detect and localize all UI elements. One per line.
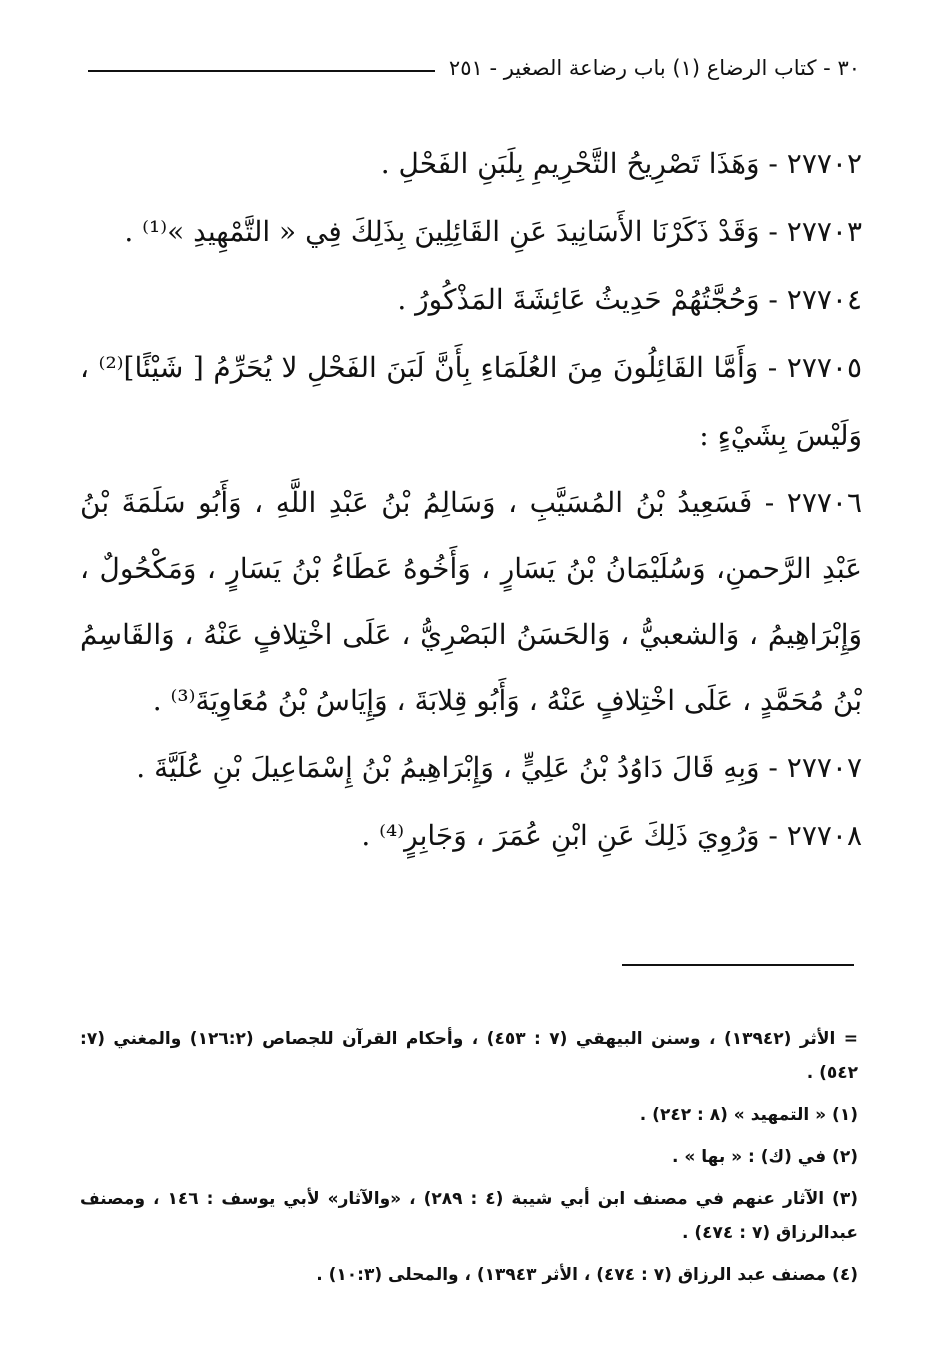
footnote-4: (٤) مصنف عبد الرزاق (٧ : ٤٧٤) ، الأثر ١٣٩٤٣) ، والمحلى (١٠:٣) .	[316, 1265, 858, 1285]
paragraph-27707: ٢٧٧٠٧ - وَبِهِ قَالَ دَاوُدُ بْنُ عَلِيٍّ ، وَإِبْرَاهِيمُ بْنُ إِسْمَاعِيلَ بْنِ عُلَيَّةَ .	[136, 751, 862, 784]
paragraph-27703: ٢٧٧٠٣ - وَقَدْ ذَكَرْنَا الأَسَانِيدَ عَنِ القَائِلِينَ بِذَلِكَ فِي « التَّمْهِيدِ »⁽¹⁾ .	[124, 215, 862, 248]
header-rule	[88, 70, 435, 72]
main-text	[80, 130, 862, 870]
footnote-2: (٢) في (ك) : « بها » .	[671, 1147, 858, 1167]
footnote-1: (١) « التمهيد » (٨ : ٢٤٢) .	[639, 1105, 858, 1125]
footnotes	[80, 1022, 858, 1300]
footnote-continuation: = الأثر (١٣٩٤٢) ، وسنن البيهقي (٧ : ٤٥٣) ، وأحكام القرآن للجصاص (١٢٦:٢) والمغني (٧: ٥٤٢) .	[80, 1029, 858, 1083]
footnote-separator	[622, 964, 854, 966]
running-header	[88, 56, 860, 80]
paragraph-27704: ٢٧٧٠٤ - وَحُجَّتُهُمْ حَدِيثُ عَائِشَةَ المَذْكُورُ .	[397, 283, 862, 316]
paragraph-27706: ٢٧٧٠٦ - فَسَعِيدُ بْنُ المُسَيَّبِ ، وَسَالِمُ بْنُ عَبْدِ اللَّهِ ، وَأَبُو سَلَمَةَ بْنُ عَبْدِ الرَّحمنِ، وَسُلَيْمَانُ بْنُ يَسَارٍ ، وَأَخُوهُ عَطَاءُ بْنُ يَسَارٍ ، وَمَكْحُولٌ ، وَإِبْرَاهِيمُ ، وَالشعبيُّ ، وَالحَسَنُ البَصْرِيُّ ، عَلَى اخْتِلافٍ عَنْهُ ، وَالقَاسِمُ بْنُ مُحَمَّدٍ ، عَلَى اخْتِلافٍ عَنْهُ ، وَأَبُو قِلابَةَ ، وَإِيَاسُ بْنُ مُعَاوِيَةَ⁽³⁾ .	[80, 486, 862, 717]
paragraph-27708: ٢٧٧٠٨ - وَرُوِيَ ذَلِكَ عَنِ ابْنِ عُمَرَ ، وَجَابِرٍ⁽⁴⁾ .	[361, 819, 862, 852]
paragraph-27702: ٢٧٧٠٢ - وَهَذَا تَصْرِيحُ التَّحْرِيمِ بِلَبَنِ الفَحْلِ .	[380, 147, 862, 180]
header-title: ٣٠ - كتاب الرضاع (١) باب رضاعة الصغير - ٢٥١	[448, 56, 860, 80]
footnote-3: (٣) الآثار عنهم في مصنف ابن أبي شيبة (٤ : ٢٨٩) ، «والآثار» لأبي يوسف : ١٤٦ ، ومصنف عبدالرزاق (٧ : ٤٧٤) .	[80, 1189, 858, 1243]
paragraph-27705: ٢٧٧٠٥ - وَأَمَّا القَائِلُونَ مِنَ العُلَمَاءِ بِأَنَّ لَبَنَ الفَحْلِ لا يُحَرِّمُ [ شَيْئًا]⁽²⁾ ، وَلَيْسَ بِشَيْءٍ :	[80, 351, 862, 452]
